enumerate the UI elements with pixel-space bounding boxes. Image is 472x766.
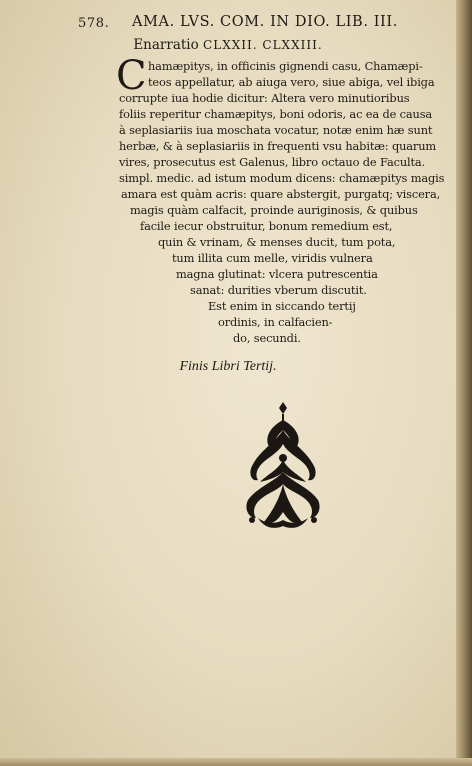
body-line: quin & vrinam, & menses ducit, tum pota, [158,235,396,249]
book-gutter [456,0,472,766]
body-line: amara est quàm acris: quare abstergit, purgatq; viscera, [121,187,441,201]
body-line: tum illita cum melle, viridis vulnera [172,251,373,265]
running-header [78,14,458,36]
page-number: 578. [78,16,110,31]
body-line: do, secundi. [233,331,301,345]
body-line: Est enim in siccando tertij [208,299,356,313]
drop-cap: C [116,53,147,99]
body-line: magis quàm calfacit, proinde auriginosis, & quibus [130,203,418,217]
body-line: vires, prosecutus est Galenus, libro octauo de Faculta. [119,155,426,169]
body-line: sanat: durities vberum discutit. [190,283,367,297]
chapter-numerals: CLXXII. CLXXIII. [203,38,323,52]
chapter-heading [0,37,456,53]
body-line: à seplasiariis iua moschata vocatur, notæ enim hæ sunt [119,123,433,137]
chapter-prefix: Enarratio [133,37,199,53]
body-line: foliis reperitur chamæpitys, boni odoris, ac ea de causa [119,107,433,121]
body-line: simpl. medic. ad istum modum dicens: chamæpitys magis [119,171,445,185]
page-bottom-edge [0,758,472,766]
body-line: teos appellatur, ab aiuga vero, siue abiga, vel ibiga [148,75,435,89]
body-line: facile iecur obstruitur, bonum remedium est, [140,219,393,233]
body-line: corrupte iua hodie dicitur: Altera vero minutioribus [119,91,410,105]
body-line: ordinis, in calfacien- [218,315,333,329]
fleuron-ornament-icon [238,400,328,535]
running-title: AMA. LVS. COM. IN DIO. LIB. III. [132,14,398,30]
book-explicit: Finis Libri Tertij. [179,359,277,374]
body-line: hamæpitys, in officinis gignendi casu, Chamæpi- [148,59,423,73]
body-line: herbæ, & à seplasiariis in frequenti vsu habitæ: quarum [119,139,437,153]
body-line: magna glutinat: vlcera putrescentia [176,267,378,281]
